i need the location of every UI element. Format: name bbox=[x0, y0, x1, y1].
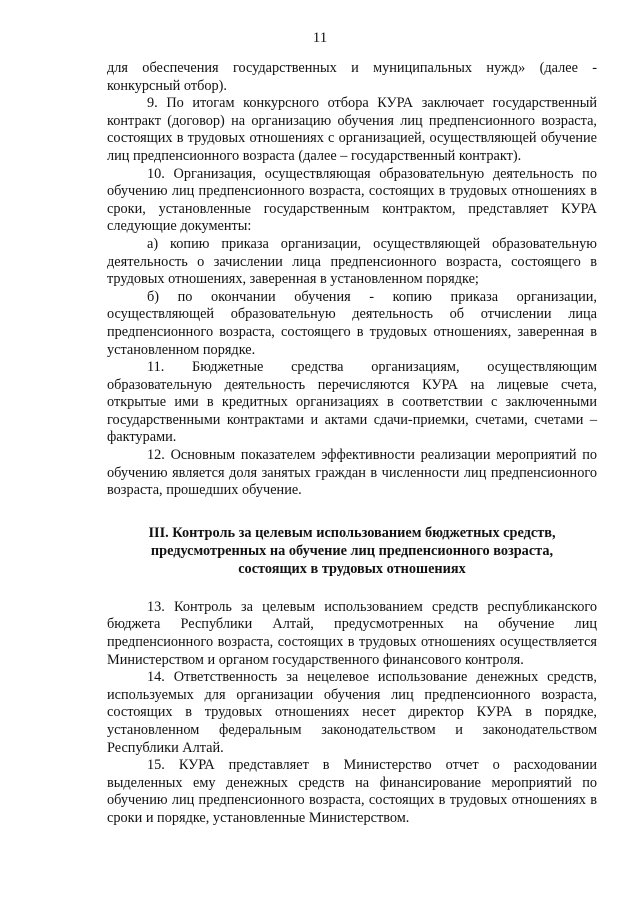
section-heading-line: состоящих в трудовых отношениях bbox=[238, 560, 466, 577]
paragraph-10: 10. Организация, осуществляющая образовательную деятельность по обучению лиц предпенсионного возраста, состоящих в трудовых отношениях в сроки, установленные государственным контрактом, представляет КУРА следующие документы: bbox=[107, 165, 597, 235]
page-number: 11 bbox=[312, 30, 328, 46]
section-heading bbox=[107, 524, 597, 578]
paragraph-15: 15. КУРА представляет в Министерство отчет о расходовании выделенных ему денежных средств на финансирование мероприятий по обучению лиц предпенсионного возраста, состоящих в трудовых отношениях в сроки и порядке, установленные Министерством. bbox=[107, 757, 597, 826]
paragraph-10-a: а) копию приказа организации, осуществляющей образовательную деятельность о зачислении лица предпенсионного возраста, состоящего в трудовых отношениях, заверенная в установленном порядке; bbox=[107, 235, 597, 288]
paragraph-continuation: для обеспечения государственных и муниципальных нужд» (далее - конкурсный отбор). bbox=[107, 60, 597, 94]
paragraph-9: 9. По итогам конкурсного отбора КУРА заключает государственный контракт (договор) на организацию обучения лиц предпенсионного возраста, состоящих в трудовых отношениях с организацией, осуществляющей обучение лиц предпенсионного возраста (далее – государственный контракт). bbox=[107, 95, 597, 164]
paragraph-11: 11. Бюджетные средства организациям, осуществляющим образовательную деятельность перечисляются КУРА на лицевые счета, открытые ими в кредитных организациях в соответствии с заключенными государственными контрактами и актами сдачи-приемки, счетами, счетами – фактурами. bbox=[107, 359, 597, 446]
paragraph-10-b: б) по окончании обучения - копию приказа организации, осуществляющей образовательную деятельность об отчислении лица предпенсионного возраста, состоящего в трудовых отношениях, заверенная в установленном порядке. bbox=[107, 288, 597, 358]
spacer bbox=[107, 578, 597, 599]
document-body bbox=[107, 60, 597, 828]
paragraph-13: 13. Контроль за целевым использованием средств республиканского бюджета Республики Алтай, предусмотренных на обучение лиц предпенсионного возраста, состоящих в трудовых отношениях осуществляется Министерством и органом государственного финансового контроля. bbox=[107, 598, 597, 668]
section-heading-line: предусмотренных на обучение лиц предпенсионного возраста, bbox=[150, 542, 554, 559]
section-heading-line: III. Контроль за целевым использованием бюджетных средств, bbox=[148, 524, 556, 541]
paragraph-14: 14. Ответственность за нецелевое использование денежных средств, используемых для организации обучения лиц предпенсионного возраста, состоящих в трудовых отношениях несет директор КУРА в порядке, установленном федеральным законодательством и законодательством Республики Алтай. bbox=[107, 669, 597, 756]
paragraph-12: 12. Основным показателем эффективности реализации мероприятий по обучению является доля занятых граждан в численности лиц предпенсионного возраста, прошедших обучение. bbox=[107, 447, 597, 499]
